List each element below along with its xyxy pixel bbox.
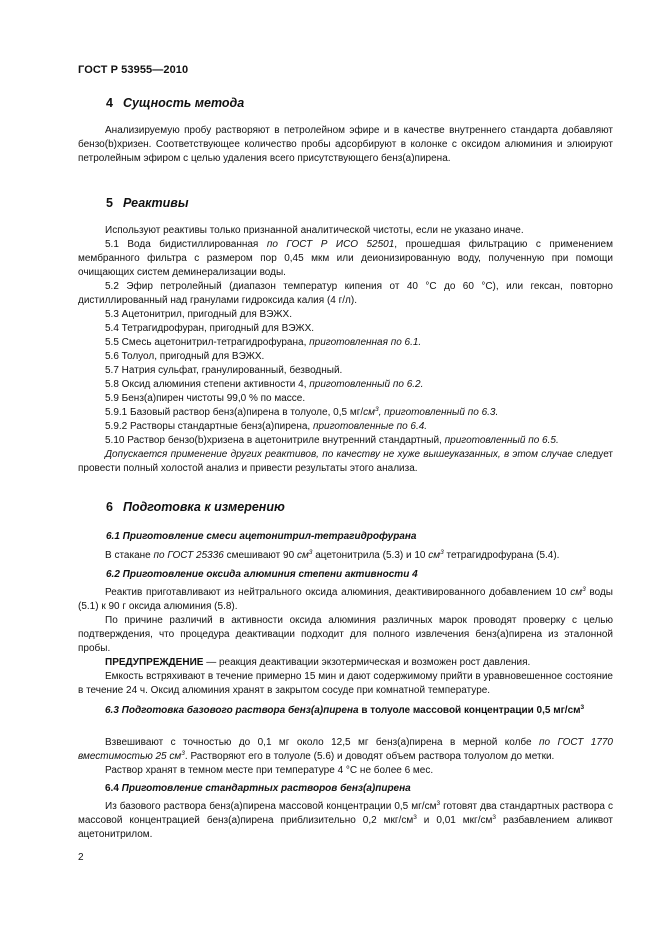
- subsection-6-4-text: Из базового раствора бенз(а)пирена массовой концентрации 0,5 $мг/см^3$ готовят два стандартных раствора с массовой концентрацией бенз(а)пирена приблизительно 0,2 мкг/$см^3$ и 0,01 мкг/$см^3$ разбавлением аликвот ацетонитрилом.: [78, 800, 613, 840]
- item-5-8: 5.8 Оксид алюминия степени активности 4, приготовленный по 6.2.: [105, 379, 424, 390]
- section-4-text: Анализируемую пробу растворяют в петролейном эфире и в качестве внутреннего стандарта добавляют бензо(b)хризен. Соответствующее количество пробы адсорбируют в колонке с оксидом алюминия и элюируют петролейным эфиром с целью удаления всего присутствующего бенз(а)пирена.: [78, 125, 613, 164]
- document-header: ГОСТ Р 53955—2010: [78, 64, 189, 76]
- section-5-intro: Используют реактивы только признанной аналитической чистоты, если не указано иначе.: [105, 225, 524, 236]
- subsection-6-2-text-1: Реактив приготавливают из нейтрального оксида алюминия, деактивированного добавлением 10 $см^3$ воды (5.1) к 90 г оксида алюминия (5.8).: [78, 586, 613, 612]
- section-5-title: Реактивы: [122, 196, 189, 210]
- subsection-6-2-text-3: Емкость встряхивают в течение примерно 15 мин и дают содержимому прийти в уравновешенное состояние в течение 24 ч. Оксид алюминия хранят в закрытом сосуде при комнатной температуре.: [78, 671, 613, 696]
- section-5-note: Допускается применение других реактивов, по качеству не хуже вышеуказанных, в этом случае следует провести полный холостой анализ и привести результаты этого анализа.: [78, 449, 614, 474]
- subsection-6-1-text: В стакане по ГОСТ 25336 смешивают 90 $см^3$ ацетонитрила (5.3) и 10 $см^3$ тетрагидрофурана (5.4).: [105, 549, 560, 561]
- item-5-9-1: 5.9.1 Базовый раствор бенз(а)пирена в толуоле, 0,5 $мг/см^3$, приготовленный по 6.3.: [105, 406, 499, 418]
- section-6-heading: [106, 500, 285, 514]
- item-5-2: 5.2 Эфир петролейный (диапазон температур кипения от 40 °С до 60 °С), или гексан, повторно дистиллированный над гранулами гидроксида калия (4 г/л).: [78, 281, 613, 306]
- item-5-1: 5.1 Вода бидистиллированная по ГОСТ Р ИСО 52501, прошедшая фильтрацию с применением мембранного фильтра с размером пор 0,45 мкм или деионизированную воду, полученную при помощи очищающих систем деминерализации воды.: [78, 239, 613, 278]
- section-6-title: Подготовка к измерению: [122, 500, 285, 514]
- subsection-6-4-title: 6.4 Приготовление стандартных растворов бенз(а)пирена: [105, 783, 411, 794]
- subsection-6-1-title: 6.1 Приготовление смеси ацетонитрил-тетрагидрофурана: [106, 531, 417, 542]
- item-5-4: 5.4 Тетрагидрофуран, пригодный для ВЭЖХ.: [105, 323, 315, 334]
- section-6-number: 6: [106, 500, 113, 514]
- subsection-6-2-text-2: По причине различий в активности оксида алюминия различных марок проводят проверку с целью подтверждения, что процедура деактивации подходит для полного извлечения бенз(а)пирена из эталонной пробы.: [78, 615, 613, 654]
- item-5-9-2: 5.9.2 Растворы стандартные бенз(а)пирена, приготовленные по 6.4.: [105, 421, 428, 432]
- section-4-title: Сущность метода: [122, 96, 245, 110]
- subsection-6-3-text-1: Взвешивают с точностью до 0,1 мг около 12,5 мг бенз(а)пирена в мерной колбе по ГОСТ 1770 вместимостью 25 $см^3$. Растворяют его в толуоле (5.6) и доводят объем раствора толуолом до метки.: [78, 737, 613, 762]
- item-5-10: 5.10 Раствор бензо(b)хризена в ацетонитриле внутренний стандартный, приготовленный по 6.5.: [105, 435, 559, 446]
- warning: ПРЕДУПРЕЖДЕНИЕ — реакция деактивации экзотермическая и возможен рост давления.: [105, 657, 531, 668]
- item-5-7: 5.7 Натрия сульфат, гранулированный, безводный.: [105, 365, 343, 376]
- item-5-9: 5.9 Бенз(а)пирен чистоты 99,0 % по массе.: [105, 393, 306, 404]
- subsection-6-3-text-2: Раствор хранят в темном месте при температуре 4 °С не более 6 мес.: [105, 765, 434, 776]
- section-4-heading: [106, 96, 244, 110]
- page-number: 2: [78, 852, 84, 863]
- subsection-6-2-title: 6.2 Приготовление оксида алюминия степени активности 4: [106, 569, 418, 580]
- section-4-number: 4: [106, 96, 113, 110]
- section-5-heading: [106, 196, 189, 210]
- item-5-5: 5.5 Смесь ацетонитрил-тетрагидрофурана, приготовленная по 6.1.: [105, 337, 422, 348]
- section-5-number: 5: [106, 196, 113, 210]
- item-5-6: 5.6 Толуол, пригодный для ВЭЖХ.: [105, 351, 265, 362]
- item-5-3: 5.3 Ацетонитрил, пригодный для ВЭЖХ.: [105, 309, 292, 320]
- subsection-6-3-title: 6.3 Подготовка базового раствора бенз(а)пирена в толуоле массовой концентрации 0,5 $мг/см^3$: [105, 704, 585, 716]
